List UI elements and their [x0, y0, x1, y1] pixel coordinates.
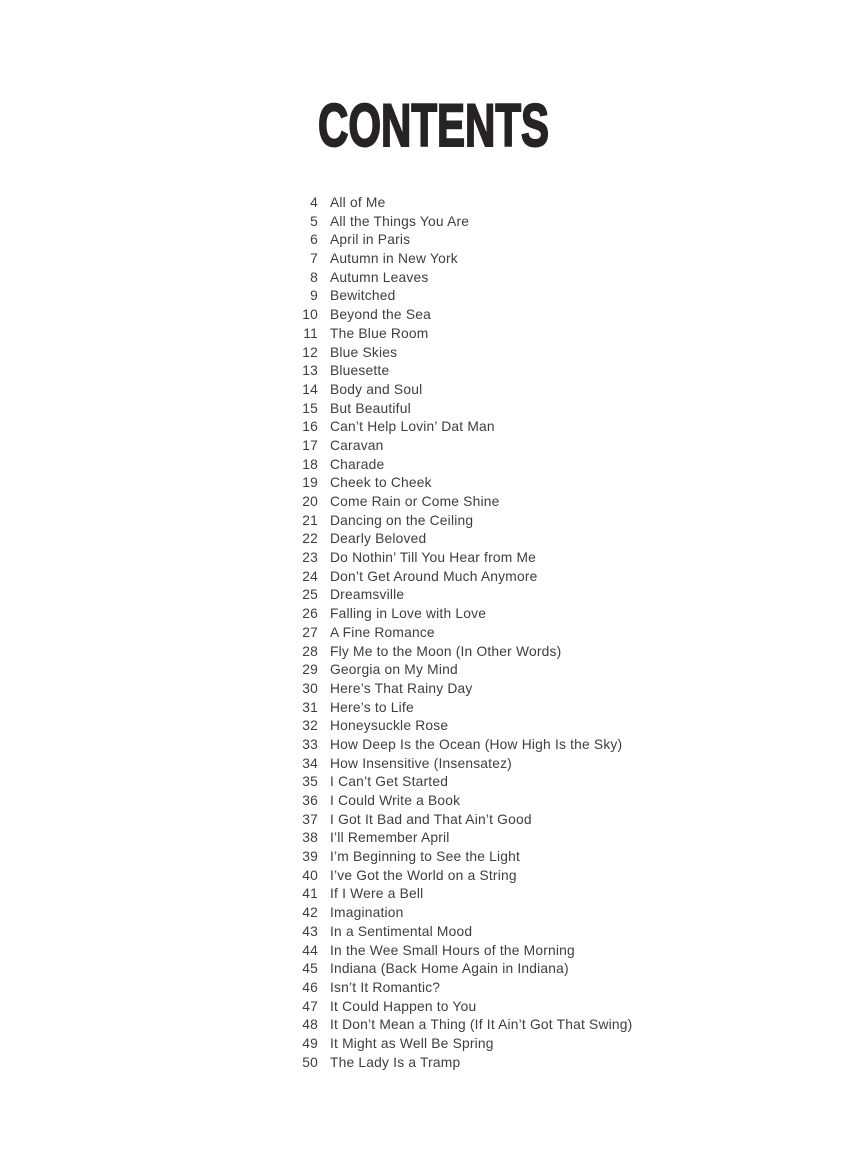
toc-song-title: Imagination [330, 905, 404, 921]
toc-entry-row [280, 437, 632, 456]
toc-song-title: Here’s to Life [330, 699, 414, 715]
toc-song-title: I’m Beginning to See the Light [330, 849, 521, 865]
toc-entry-row [280, 942, 632, 961]
toc-song-title: Don’t Get Around Much Anymore [330, 568, 538, 584]
toc-entry-row [280, 213, 632, 232]
toc-entry-row [280, 960, 632, 979]
toc-entry-row [280, 530, 632, 549]
toc-song-title: All of Me [330, 195, 386, 210]
toc-song-title: It Don’t Mean a Thing (If It Ain’t Got That Swing) [330, 1017, 633, 1033]
toc-page-number: 19 [302, 475, 318, 491]
toc-song-title: Isn’t It Romantic? [330, 979, 441, 995]
toc-entry-row [280, 848, 632, 867]
toc-song-title: It Could Happen to You [330, 998, 477, 1014]
toc-song-title: In a Sentimental Mood [330, 923, 473, 939]
toc-song-title: Indiana (Back Home Again in Indiana) [330, 961, 569, 977]
toc-page-number: 28 [302, 643, 318, 659]
toc-song-title: The Lady Is a Tramp [330, 1054, 461, 1070]
toc-entry-row [280, 998, 632, 1017]
toc-song-title: Cheek to Cheek [330, 475, 432, 491]
toc-page-number: 18 [302, 456, 318, 472]
toc-page-number: 29 [302, 662, 318, 678]
toc-song-title: All the Things You Are [330, 213, 470, 229]
toc-entry-row [280, 362, 632, 381]
toc-page-number: 46 [302, 979, 318, 995]
toc-entry-row [280, 1035, 632, 1054]
toc-song-title: Caravan [330, 437, 384, 453]
toc-entry-row [280, 736, 632, 755]
toc-entry-row [280, 456, 632, 475]
toc-page-number: 37 [302, 811, 318, 827]
toc-page-number: 34 [302, 755, 318, 771]
toc-song-title: Honeysuckle Rose [330, 718, 449, 734]
toc-entry-row [280, 568, 632, 587]
toc-page-number: 26 [302, 606, 318, 622]
toc-song-title: Autumn Leaves [330, 269, 429, 285]
toc-song-title: If I Were a Bell [330, 886, 424, 902]
toc-song-title: Georgia on My Mind [330, 662, 458, 678]
toc-page-number: 5 [310, 213, 318, 229]
toc-entry-row [280, 325, 632, 344]
toc-entry-row [280, 493, 632, 512]
toc-entry-row [280, 231, 632, 250]
toc-entry-row [280, 979, 632, 998]
toc-entry-row [280, 699, 632, 718]
toc-page-number: 48 [302, 1017, 318, 1033]
toc-page-number: 22 [302, 531, 318, 547]
toc-page-number: 10 [302, 307, 318, 323]
toc-song-title: Can’t Help Lovin’ Dat Man [330, 419, 495, 435]
toc-page-number: 35 [302, 774, 318, 790]
toc-page-number: 6 [310, 232, 318, 248]
contents-list [280, 194, 632, 1072]
toc-page-number: 41 [302, 886, 318, 902]
toc-page-number: 11 [303, 325, 318, 341]
toc-entry-row [280, 1054, 632, 1073]
toc-entry-row [280, 512, 632, 531]
page-title: CONTENTS [318, 92, 549, 159]
toc-page-number: 17 [302, 437, 318, 453]
toc-page-number: 39 [302, 849, 318, 865]
toc-song-title: April in Paris [330, 232, 411, 248]
toc-entry-row [280, 269, 632, 288]
toc-entry-row [280, 680, 632, 699]
toc-song-title: Fly Me to the Moon (In Other Words) [330, 643, 562, 659]
toc-song-title: I’ve Got the World on a String [330, 867, 517, 883]
toc-song-title: Dancing on the Ceiling [330, 512, 474, 528]
toc-entry-row [280, 381, 632, 400]
toc-page-number: 31 [302, 699, 318, 715]
toc-page-number: 49 [302, 1035, 318, 1051]
toc-page-number: 30 [302, 680, 318, 696]
toc-entry-row [280, 474, 632, 493]
toc-entry-row [280, 811, 632, 830]
toc-song-title: I Got It Bad and That Ain’t Good [330, 811, 532, 827]
toc-song-title: I Can’t Get Started [330, 774, 449, 790]
toc-page-number: 4 [310, 195, 318, 210]
toc-page-number: 33 [302, 736, 318, 752]
toc-song-title: Falling in Love with Love [330, 606, 487, 622]
toc-entry-row [280, 773, 632, 792]
toc-entry-row [280, 250, 632, 269]
toc-page-number: 13 [302, 363, 318, 379]
toc-page-number: 43 [302, 923, 318, 939]
toc-page-number: 32 [302, 718, 318, 734]
toc-song-title: Dearly Beloved [330, 531, 427, 547]
toc-song-title: Bluesette [330, 363, 390, 379]
toc-song-title: How Deep Is the Ocean (How High Is the Sky) [330, 736, 623, 752]
toc-song-title: But Beautiful [330, 400, 411, 416]
toc-song-title: I’ll Remember April [330, 830, 450, 846]
toc-entry-row [280, 717, 632, 736]
toc-entry-row [280, 605, 632, 624]
toc-page-number: 50 [302, 1054, 318, 1070]
toc-page-number: 47 [302, 998, 318, 1014]
toc-entry-row [280, 829, 632, 848]
toc-entry-row [280, 287, 632, 306]
toc-page-number: 36 [302, 793, 318, 808]
toc-page-number: 44 [302, 942, 318, 958]
toc-entry-row [280, 923, 632, 942]
toc-page-number: 27 [302, 624, 318, 640]
toc-song-title: Charade [330, 456, 385, 472]
toc-page-number: 8 [310, 269, 318, 285]
toc-page-number: 40 [302, 867, 318, 883]
toc-entry-row [280, 624, 632, 643]
toc-entry-row [280, 661, 632, 680]
toc-entry-row [280, 306, 632, 325]
toc-page-number: 16 [302, 419, 318, 435]
toc-song-title: Beyond the Sea [330, 307, 431, 323]
toc-song-title: Do Nothin’ Till You Hear from Me [330, 550, 537, 566]
toc-page-number: 25 [302, 587, 318, 603]
toc-page-number: 38 [302, 830, 318, 846]
toc-page-number: 7 [310, 251, 318, 267]
toc-page-number: 9 [310, 288, 318, 304]
toc-song-title: Dreamsville [330, 587, 405, 603]
toc-entry-row [280, 586, 632, 605]
toc-entry-row [280, 549, 632, 568]
toc-song-title: Blue Skies [330, 344, 398, 360]
toc-entry-row [280, 344, 632, 363]
toc-song-title: Autumn in New York [330, 251, 458, 267]
toc-page-number: 15 [302, 400, 318, 416]
toc-entry-row [280, 194, 632, 213]
toc-page-number: 12 [302, 344, 318, 360]
toc-song-title: It Might as Well Be Spring [330, 1035, 494, 1051]
toc-page-number: 42 [302, 905, 318, 921]
toc-song-title: In the Wee Small Hours of the Morning [330, 942, 575, 958]
toc-page-number: 14 [302, 381, 318, 397]
toc-song-title: A Fine Romance [330, 624, 435, 640]
toc-song-title: Bewitched [330, 288, 396, 304]
toc-song-title: Body and Soul [330, 381, 423, 397]
toc-entry-row [280, 867, 632, 886]
toc-song-title: Come Rain or Come Shine [330, 494, 500, 509]
toc-entry-row [280, 418, 632, 437]
toc-entry-row [280, 792, 632, 811]
toc-page-number: 20 [302, 494, 318, 509]
toc-entry-row [280, 400, 632, 419]
toc-entry-row [280, 643, 632, 662]
toc-song-title: The Blue Room [330, 325, 429, 341]
toc-page-number: 24 [302, 568, 318, 584]
toc-page-number: 21 [302, 512, 318, 528]
toc-song-title: How Insensitive (Insensatez) [330, 755, 512, 771]
toc-song-title: Here’s That Rainy Day [330, 680, 473, 696]
toc-entry-row [280, 755, 632, 774]
toc-page-number: 23 [302, 550, 318, 566]
toc-page-number: 45 [302, 961, 318, 977]
toc-entry-row [280, 904, 632, 923]
toc-entry-row [280, 885, 632, 904]
toc-song-title: I Could Write a Book [330, 793, 461, 808]
toc-entry-row [280, 1016, 632, 1035]
